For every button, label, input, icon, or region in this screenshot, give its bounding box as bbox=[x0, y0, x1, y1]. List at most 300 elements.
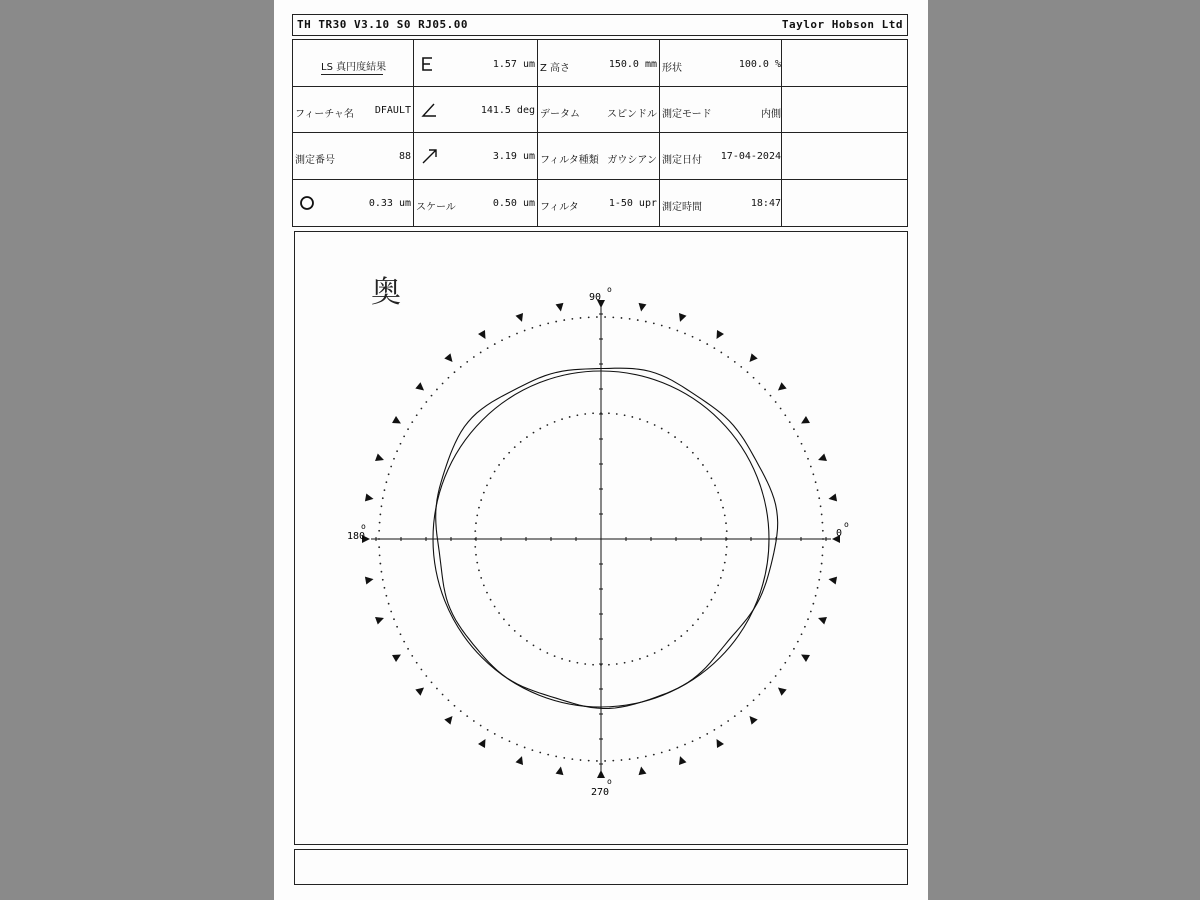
inner-dot bbox=[533, 644, 535, 646]
outer-dot bbox=[653, 322, 655, 324]
time-value: 18:47 bbox=[750, 198, 781, 209]
outer-dot bbox=[784, 662, 786, 664]
outer-dot bbox=[740, 366, 742, 368]
angle-marker bbox=[478, 330, 489, 341]
outer-dot bbox=[420, 669, 422, 671]
outer-dot bbox=[775, 675, 777, 677]
outer-dot bbox=[524, 747, 526, 749]
outer-dot bbox=[812, 603, 814, 605]
handwritten-note: 奥 bbox=[371, 275, 401, 310]
inner-dot bbox=[584, 413, 586, 415]
angle-icon bbox=[421, 102, 437, 118]
inner-dot bbox=[490, 477, 492, 479]
outer-dot bbox=[396, 450, 398, 452]
inner-dot bbox=[474, 546, 476, 548]
inner-dot bbox=[720, 577, 722, 579]
inner-dot bbox=[514, 630, 516, 632]
inner-dot bbox=[654, 652, 656, 654]
inner-dot bbox=[490, 599, 492, 601]
inner-dot bbox=[576, 414, 578, 416]
outer-dot bbox=[699, 339, 701, 341]
feature-label: フィーチャ名 bbox=[295, 109, 354, 120]
outer-dot bbox=[812, 473, 814, 475]
outer-dot bbox=[454, 705, 456, 707]
outer-dot bbox=[516, 333, 518, 335]
angle-marker bbox=[817, 453, 827, 463]
date-value: 17-04-2024 bbox=[720, 151, 781, 162]
outer-dot bbox=[411, 655, 413, 657]
angle-90-label: 90 bbox=[588, 292, 602, 303]
outer-dot bbox=[821, 554, 823, 556]
angle-marker bbox=[775, 684, 786, 695]
inner-dot bbox=[631, 416, 633, 418]
outer-dot bbox=[684, 333, 686, 335]
angle-marker bbox=[637, 303, 646, 312]
inner-dot bbox=[494, 471, 496, 473]
outer-dot bbox=[727, 356, 729, 358]
outer-dot bbox=[713, 729, 715, 731]
inner-dot bbox=[554, 421, 556, 423]
outer-dot bbox=[645, 321, 647, 323]
inner-dot bbox=[503, 458, 505, 460]
E-icon bbox=[421, 56, 435, 72]
angle-marker bbox=[515, 313, 525, 323]
manufacturer: Taylor Hobson Ltd bbox=[781, 18, 903, 31]
outer-dot bbox=[822, 546, 824, 548]
outer-dot bbox=[612, 316, 614, 318]
inner-dot bbox=[474, 530, 476, 532]
outer-dot bbox=[747, 705, 749, 707]
outer-dot bbox=[734, 361, 736, 363]
angle-marker bbox=[415, 684, 426, 695]
outer-dot bbox=[501, 339, 503, 341]
inner-dot bbox=[592, 412, 594, 414]
angle-marker bbox=[444, 713, 455, 724]
angle-marker bbox=[828, 494, 837, 503]
inner-dot bbox=[654, 424, 656, 426]
z-height-value: 150.0 mm bbox=[608, 59, 657, 70]
outer-dot bbox=[818, 497, 820, 499]
outer-dot bbox=[509, 336, 511, 338]
outer-dot bbox=[759, 383, 761, 385]
inner-dot bbox=[646, 421, 648, 423]
outer-dot bbox=[385, 595, 387, 597]
outer-dot bbox=[407, 428, 409, 430]
outer-dot bbox=[815, 481, 817, 483]
outer-dot bbox=[393, 618, 395, 620]
inner-dot bbox=[608, 664, 610, 666]
outer-dot bbox=[388, 603, 390, 605]
outer-dot bbox=[381, 505, 383, 507]
inner-dot bbox=[592, 664, 594, 666]
inner-dot bbox=[561, 658, 563, 660]
inner-dot bbox=[722, 569, 724, 571]
inner-dot bbox=[494, 606, 496, 608]
outer-dot bbox=[801, 443, 803, 445]
outer-dot bbox=[494, 733, 496, 735]
outer-dot bbox=[669, 327, 671, 329]
outer-dot bbox=[588, 316, 590, 318]
inner-dot bbox=[539, 428, 541, 430]
datum-label: データム bbox=[540, 109, 580, 120]
outer-dot bbox=[821, 563, 823, 565]
inner-dot bbox=[546, 424, 548, 426]
angle-marker bbox=[713, 737, 724, 748]
degree-270: o bbox=[607, 777, 612, 786]
outer-dot bbox=[817, 587, 819, 589]
inner-dot bbox=[661, 649, 663, 651]
outer-dot bbox=[388, 473, 390, 475]
angle-marker bbox=[365, 494, 374, 503]
angle-marker bbox=[746, 713, 757, 724]
outer-dot bbox=[770, 681, 772, 683]
outer-dot bbox=[390, 466, 392, 468]
outer-dot bbox=[425, 401, 427, 403]
shape-value: 100.0 % bbox=[738, 59, 781, 70]
inner-dot bbox=[639, 418, 641, 420]
mode-label: 測定モード bbox=[662, 109, 712, 120]
angle-marker bbox=[775, 382, 786, 393]
footer-box bbox=[294, 849, 908, 885]
inner-dot bbox=[486, 484, 488, 486]
inner-dot bbox=[661, 428, 663, 430]
outer-dot bbox=[747, 371, 749, 373]
inner-dot bbox=[478, 569, 480, 571]
outer-dot bbox=[407, 648, 409, 650]
measure-no-label: 測定番号 bbox=[295, 155, 335, 166]
outer-dot bbox=[604, 316, 606, 318]
outer-dot bbox=[436, 688, 438, 690]
outer-dot bbox=[400, 443, 402, 445]
outer-dot bbox=[753, 377, 755, 379]
outer-dot bbox=[547, 322, 549, 324]
outer-dot bbox=[793, 648, 795, 650]
outer-dot bbox=[780, 408, 782, 410]
outer-dot bbox=[653, 754, 655, 756]
inner-dot bbox=[498, 612, 500, 614]
outer-dot bbox=[460, 710, 462, 712]
outer-dot bbox=[403, 641, 405, 643]
outer-dot bbox=[473, 720, 475, 722]
inner-dot bbox=[478, 507, 480, 509]
outer-dot bbox=[810, 466, 812, 468]
concentricity-value: 3.19 um bbox=[492, 151, 535, 162]
outer-dot bbox=[604, 760, 606, 762]
outer-dot bbox=[596, 316, 598, 318]
inner-dot bbox=[514, 446, 516, 448]
outer-dot bbox=[539, 752, 541, 754]
outer-dot bbox=[789, 421, 791, 423]
angle-180-label: 180 bbox=[347, 531, 366, 542]
inner-dot bbox=[674, 640, 676, 642]
inner-dot bbox=[584, 663, 586, 665]
inner-dot bbox=[668, 644, 670, 646]
inner-dot bbox=[624, 414, 626, 416]
arrow-icon bbox=[421, 147, 439, 165]
angle-0-label: 0 bbox=[836, 528, 843, 539]
angle-marker bbox=[515, 755, 525, 765]
inner-dot bbox=[483, 584, 485, 586]
report-sheet bbox=[274, 0, 928, 900]
inner-dot bbox=[702, 464, 704, 466]
angle-marker bbox=[713, 330, 724, 341]
angle-marker bbox=[478, 737, 489, 748]
outer-dot bbox=[442, 694, 444, 696]
outer-dot bbox=[807, 458, 809, 460]
outer-dot bbox=[676, 330, 678, 332]
ecc-value: 1.57 um bbox=[492, 59, 535, 70]
inner-dot bbox=[476, 514, 478, 516]
outer-dot bbox=[524, 330, 526, 332]
outer-dot bbox=[612, 760, 614, 762]
angle-marker bbox=[392, 416, 403, 427]
outer-dot bbox=[531, 749, 533, 751]
outer-dot bbox=[385, 481, 387, 483]
outer-dot bbox=[637, 757, 639, 759]
inner-dot bbox=[508, 624, 510, 626]
inner-dot bbox=[724, 514, 726, 516]
inner-dot bbox=[724, 562, 726, 564]
outer-dot bbox=[539, 325, 541, 327]
inner-dot bbox=[561, 418, 563, 420]
outer-dot bbox=[400, 633, 402, 635]
angle-marker bbox=[392, 651, 403, 662]
outer-dot bbox=[676, 747, 678, 749]
outer-dot bbox=[555, 756, 557, 758]
inner-dot bbox=[526, 640, 528, 642]
outer-dot bbox=[563, 757, 565, 759]
inner-dot bbox=[520, 635, 522, 637]
angle-marker bbox=[676, 755, 686, 765]
outer-dot bbox=[621, 317, 623, 319]
inner-dot bbox=[680, 441, 682, 443]
angle-value: 141.5 deg bbox=[480, 105, 535, 116]
inner-dot bbox=[508, 452, 510, 454]
inner-dot bbox=[711, 477, 713, 479]
inner-dot bbox=[646, 655, 648, 657]
outer-dot bbox=[487, 347, 489, 349]
inner-dot bbox=[480, 577, 482, 579]
inner-dot bbox=[722, 507, 724, 509]
outer-dot bbox=[645, 756, 647, 758]
filter-type-value: ガウシアン bbox=[607, 155, 657, 166]
angle-marker bbox=[444, 353, 455, 364]
outer-dot bbox=[436, 389, 438, 391]
outer-dot bbox=[713, 347, 715, 349]
outer-dot bbox=[588, 760, 590, 762]
outer-dot bbox=[509, 740, 511, 742]
inner-dot bbox=[483, 492, 485, 494]
outer-dot bbox=[378, 530, 380, 532]
outer-dot bbox=[720, 725, 722, 727]
date-label: 測定日付 bbox=[662, 155, 702, 166]
outer-dot bbox=[822, 530, 824, 532]
inner-dot bbox=[674, 436, 676, 438]
report-header bbox=[292, 14, 908, 36]
outer-dot bbox=[403, 435, 405, 437]
polar-plot bbox=[295, 232, 907, 844]
outer-dot bbox=[820, 505, 822, 507]
inner-dot bbox=[725, 522, 727, 524]
degree-0: o bbox=[844, 520, 849, 529]
outer-dot bbox=[416, 662, 418, 664]
inner-dot bbox=[616, 663, 618, 665]
inner-dot bbox=[486, 592, 488, 594]
outer-dot bbox=[379, 554, 381, 556]
outer-dot bbox=[516, 744, 518, 746]
outer-dot bbox=[817, 489, 819, 491]
scale-value: 0.50 um bbox=[492, 198, 535, 209]
inner-dot bbox=[520, 441, 522, 443]
outer-dot bbox=[420, 408, 422, 410]
inner-dot bbox=[624, 662, 626, 664]
outer-dot bbox=[384, 587, 386, 589]
inner-dot bbox=[546, 652, 548, 654]
outer-dot bbox=[629, 318, 631, 320]
measure-no-value: 88 bbox=[398, 151, 411, 162]
inner-dot bbox=[711, 599, 713, 601]
angle-marker bbox=[828, 575, 837, 584]
angle-marker bbox=[746, 353, 757, 364]
inner-dot bbox=[702, 612, 704, 614]
inner-dot bbox=[714, 484, 716, 486]
inner-dot bbox=[639, 658, 641, 660]
inner-dot bbox=[631, 660, 633, 662]
inner-dot bbox=[668, 432, 670, 434]
outer-dot bbox=[810, 611, 812, 613]
outer-dot bbox=[692, 336, 694, 338]
outer-dot bbox=[382, 579, 384, 581]
time-label: 測定時間 bbox=[662, 202, 702, 213]
outer-dot bbox=[596, 760, 598, 762]
outer-dot bbox=[661, 752, 663, 754]
angle-marker bbox=[415, 382, 426, 393]
outer-dot bbox=[753, 699, 755, 701]
outer-dot bbox=[555, 321, 557, 323]
inner-dot bbox=[554, 655, 556, 657]
outer-dot bbox=[669, 749, 671, 751]
outer-dot bbox=[684, 744, 686, 746]
outer-dot bbox=[442, 383, 444, 385]
outer-dot bbox=[379, 514, 381, 516]
inner-dot bbox=[686, 446, 688, 448]
outer-dot bbox=[473, 356, 475, 358]
inner-dot bbox=[692, 624, 694, 626]
outer-dot bbox=[531, 327, 533, 329]
outer-dot bbox=[637, 319, 639, 321]
outer-dot bbox=[793, 428, 795, 430]
inner-dot bbox=[720, 499, 722, 501]
outer-dot bbox=[815, 595, 817, 597]
outer-dot bbox=[431, 681, 433, 683]
outer-dot bbox=[775, 401, 777, 403]
angle-marker bbox=[375, 453, 385, 463]
inner-dot bbox=[616, 413, 618, 415]
outer-dot bbox=[454, 371, 456, 373]
mode-value: 内側 bbox=[761, 109, 781, 120]
outer-dot bbox=[384, 489, 386, 491]
inner-dot bbox=[726, 546, 728, 548]
inner-dot bbox=[697, 458, 699, 460]
outer-dot bbox=[807, 618, 809, 620]
outer-dot bbox=[416, 414, 418, 416]
inner-dot bbox=[680, 635, 682, 637]
outer-dot bbox=[379, 522, 381, 524]
angle-marker bbox=[637, 766, 646, 775]
outer-dot bbox=[460, 366, 462, 368]
outer-dot bbox=[487, 729, 489, 731]
outer-dot bbox=[396, 626, 398, 628]
angle-marker bbox=[375, 614, 385, 624]
outer-dot bbox=[821, 514, 823, 516]
angle-marker bbox=[817, 614, 827, 624]
outer-dot bbox=[740, 710, 742, 712]
results-title: LS 真円度結果 bbox=[321, 62, 387, 73]
outer-dot bbox=[480, 352, 482, 354]
inner-dot bbox=[717, 584, 719, 586]
angle-marker bbox=[676, 313, 686, 323]
instrument-id: TH TR30 V3.10 S0 RJ05.00 bbox=[297, 18, 468, 31]
inner-dot bbox=[608, 412, 610, 414]
outer-dot bbox=[466, 715, 468, 717]
outer-dot bbox=[381, 571, 383, 573]
outer-dot bbox=[759, 694, 761, 696]
polar-plot-frame bbox=[294, 231, 908, 845]
inner-dot bbox=[726, 530, 728, 532]
inner-dot bbox=[475, 522, 477, 524]
outer-dot bbox=[480, 725, 482, 727]
outer-dot bbox=[501, 737, 503, 739]
outer-dot bbox=[580, 759, 582, 761]
outer-dot bbox=[425, 675, 427, 677]
z-height-label: Z 高さ bbox=[540, 63, 571, 74]
outer-dot bbox=[727, 720, 729, 722]
outer-dot bbox=[784, 414, 786, 416]
inner-dot bbox=[526, 436, 528, 438]
roundness-value: 0.33 um bbox=[368, 198, 411, 209]
outer-dot bbox=[621, 759, 623, 761]
outer-dot bbox=[764, 688, 766, 690]
inner-dot bbox=[503, 618, 505, 620]
inner-dot bbox=[480, 499, 482, 501]
outer-dot bbox=[448, 699, 450, 701]
angle-marker bbox=[799, 416, 810, 427]
outer-dot bbox=[629, 758, 631, 760]
inner-dot bbox=[692, 452, 694, 454]
degree-90: o bbox=[607, 285, 612, 294]
filter-type-label: フィルタ種類 bbox=[540, 155, 599, 166]
outer-dot bbox=[411, 421, 413, 423]
inner-dot bbox=[725, 554, 727, 556]
outer-dot bbox=[706, 733, 708, 735]
scale-label: スケール bbox=[416, 202, 456, 213]
outer-dot bbox=[797, 641, 799, 643]
filter-label: フィルタ bbox=[540, 202, 579, 213]
inner-dot bbox=[569, 660, 571, 662]
outer-dot bbox=[494, 343, 496, 345]
outer-dot bbox=[393, 458, 395, 460]
angle-marker bbox=[365, 575, 374, 584]
outer-dot bbox=[821, 522, 823, 524]
angle-270-label: 270 bbox=[591, 787, 610, 798]
outer-dot bbox=[378, 546, 380, 548]
inner-dot bbox=[706, 471, 708, 473]
outer-dot bbox=[797, 435, 799, 437]
inner-dot bbox=[697, 618, 699, 620]
angle-marker bbox=[556, 303, 565, 312]
outer-dot bbox=[734, 715, 736, 717]
inner-dot bbox=[569, 416, 571, 418]
